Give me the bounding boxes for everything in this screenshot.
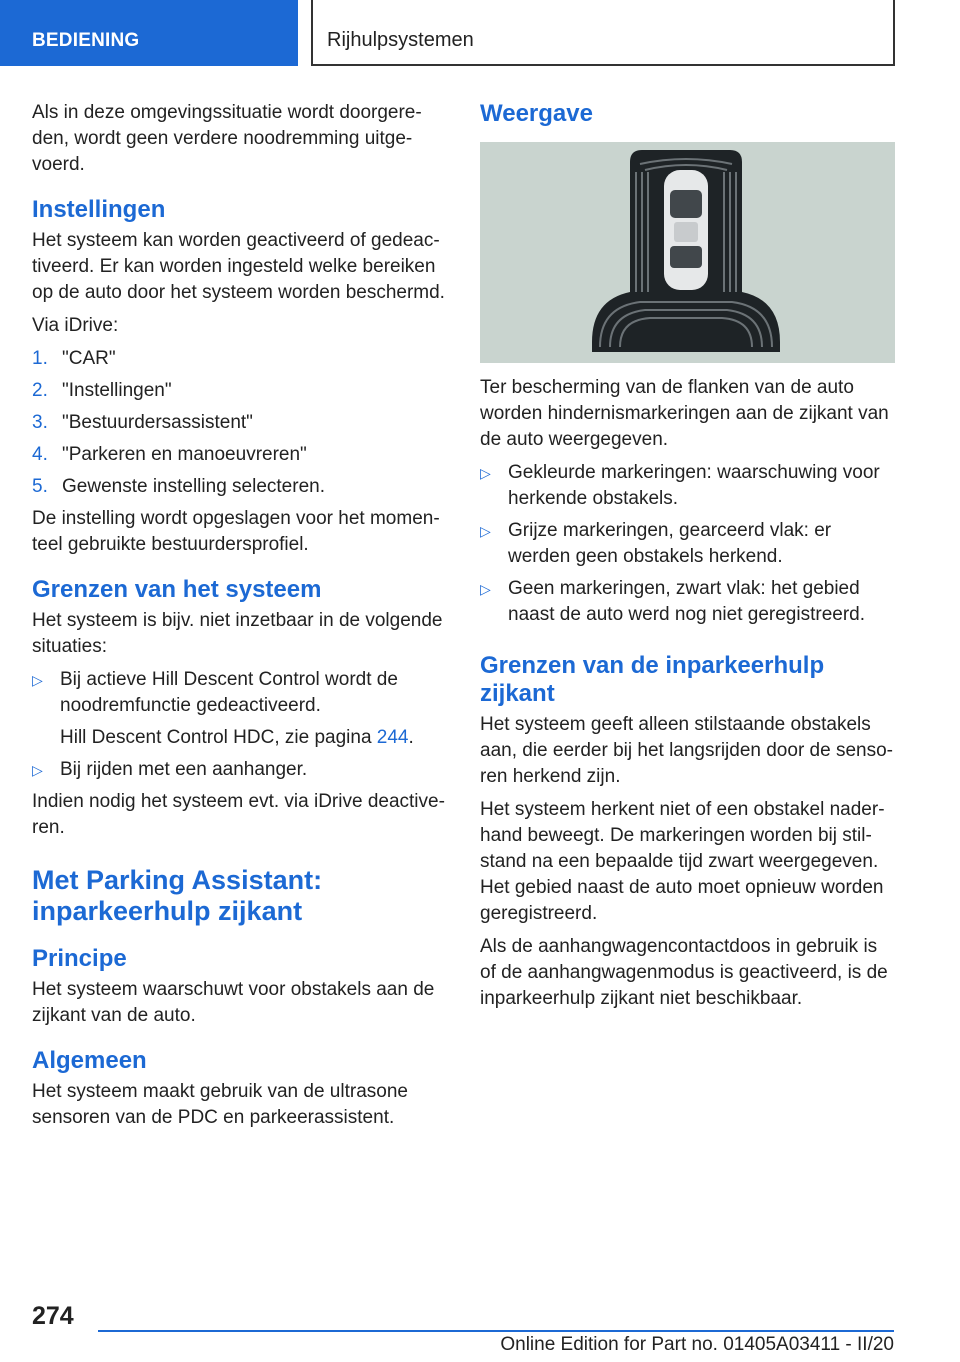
step-number: 4. xyxy=(32,444,48,465)
parking-display-figure xyxy=(480,142,895,363)
marking-text: Grijze markeringen, gearceerd vlak: er werden geen obstakels herkend. xyxy=(508,520,832,567)
header-chapter-box xyxy=(311,0,895,66)
page-number: 274 xyxy=(32,1302,74,1330)
step-item xyxy=(32,410,448,436)
marking-text: Gekleurde markeringen: waarschuwing voor herkende obstakels. xyxy=(508,462,880,509)
limits2-paragraph-1: Het systeem geeft alleen stilstaande obstakels aan, die eerder bij het langsrijden door de sensoren herkend zijn. xyxy=(480,714,893,787)
limits-bullet-text: Bij actieve Hill Descent Control wordt de noodremfunctie gedeactiveerd. xyxy=(60,669,398,716)
via-idrive-label: Via iDrive: xyxy=(32,315,119,336)
step-number: 5. xyxy=(32,476,48,497)
step-text: "Bestuurdersassistent" xyxy=(62,412,253,433)
footer-edition: Online Edition for Part no. 01405A03411 - II/20 xyxy=(500,1334,894,1355)
settings-paragraph: Het systeem kan worden geactiveerd of gedeactiveerd. Er kan worden ingesteld welke bereiken op de auto door het systeem worden beschermd. xyxy=(32,230,445,303)
settings-steps-list xyxy=(32,346,448,500)
hdc-reference-text: Hill Descent Control HDC, zie pagina xyxy=(60,727,372,748)
step-number: 3. xyxy=(32,412,48,433)
display-paragraph: Ter bescherming van de flanken van de auto worden hindernismarkeringen aan de zijkant van de auto weergegeven. xyxy=(480,377,889,450)
saved-paragraph: De instelling wordt opgeslagen voor het momenteel gebruikte bestuurdersprofiel. xyxy=(32,508,440,555)
list-item xyxy=(32,757,448,783)
step-item xyxy=(32,346,448,372)
footer-divider xyxy=(98,1330,894,1332)
header-chapter-label: Rijhulpsystemen xyxy=(327,29,474,51)
header-section-tab xyxy=(0,0,298,66)
main-section-heading: Met Parking Assistant: inparkeerhulp zijkant xyxy=(32,865,323,926)
limits-heading: Grenzen van het systeem xyxy=(32,576,322,603)
limits2-heading: Grenzen van de inparkeerhulp zijkant xyxy=(480,652,825,707)
general-heading: Algemeen xyxy=(32,1047,147,1074)
step-text: "CAR" xyxy=(62,348,116,369)
step-text: "Parkeren en manoeuvreren" xyxy=(62,444,307,465)
deactivate-paragraph: Indien nodig het systeem evt. via iDrive deactiveren. xyxy=(32,791,445,838)
intro-paragraph: Als in deze omgevingssituatie wordt doorgereden, wordt geen verdere noodremming uitgevoerd. xyxy=(32,102,422,175)
limits-list xyxy=(32,667,448,783)
triangle-bullet-icon: ▷ xyxy=(480,581,491,597)
limits2-paragraph-2: Het systeem herkent niet of een obstakel naderhand beweegt. De markeringen worden bij stilstand na een bepaalde tijd zwart weergegeven. Het gebied naast de auto moet opnieuw worden geregistreerd. xyxy=(480,799,885,924)
limits-paragraph: Het systeem is bijv. niet inzetbaar in de volgende situaties: xyxy=(32,610,443,657)
left-column xyxy=(32,100,448,1138)
step-text: Gewenste instelling selecteren. xyxy=(62,476,325,497)
triangle-bullet-icon: ▷ xyxy=(32,672,43,688)
list-item xyxy=(480,518,896,570)
limits2-paragraph-3: Als de aanhangwagencontactdoos in gebruik is of de aanhangwagenmodus is geactiveerd, is de inparkeerhulp zijkant niet beschikbaar. xyxy=(480,936,888,1009)
step-number: 1. xyxy=(32,348,48,369)
page-link-244[interactable]: 244 xyxy=(376,727,409,748)
settings-heading: Instellingen xyxy=(32,196,166,223)
triangle-bullet-icon: ▷ xyxy=(480,465,491,481)
reference-period: . xyxy=(408,727,414,748)
display-heading: Weergave xyxy=(480,100,593,127)
marking-text: Geen markeringen, zwart vlak: het gebied naast de auto werd nog niet geregistreerd. xyxy=(508,578,866,625)
step-item xyxy=(32,378,448,404)
markings-list xyxy=(480,460,896,628)
list-item xyxy=(32,667,448,751)
step-text: "Instellingen" xyxy=(62,380,172,401)
list-item xyxy=(480,460,896,512)
general-paragraph: Het systeem maakt gebruik van de ultrasone sensoren van de PDC en parkeerassistent. xyxy=(32,1081,408,1128)
principle-paragraph: Het systeem waarschuwt voor obstakels aan de zijkant van de auto. xyxy=(32,979,435,1026)
hdc-reference xyxy=(60,725,448,751)
limits-bullet-text: Bij rijden met een aanhanger. xyxy=(60,759,308,780)
header-section-label: BEDIENING xyxy=(32,30,140,51)
principle-heading: Principe xyxy=(32,945,127,972)
car-top-view-icon xyxy=(480,142,895,363)
triangle-bullet-icon: ▷ xyxy=(480,523,491,539)
step-item xyxy=(32,442,448,468)
triangle-bullet-icon: ▷ xyxy=(32,762,43,778)
step-item xyxy=(32,474,448,500)
step-number: 2. xyxy=(32,380,48,401)
right-column xyxy=(480,100,896,1019)
list-item xyxy=(480,576,896,628)
